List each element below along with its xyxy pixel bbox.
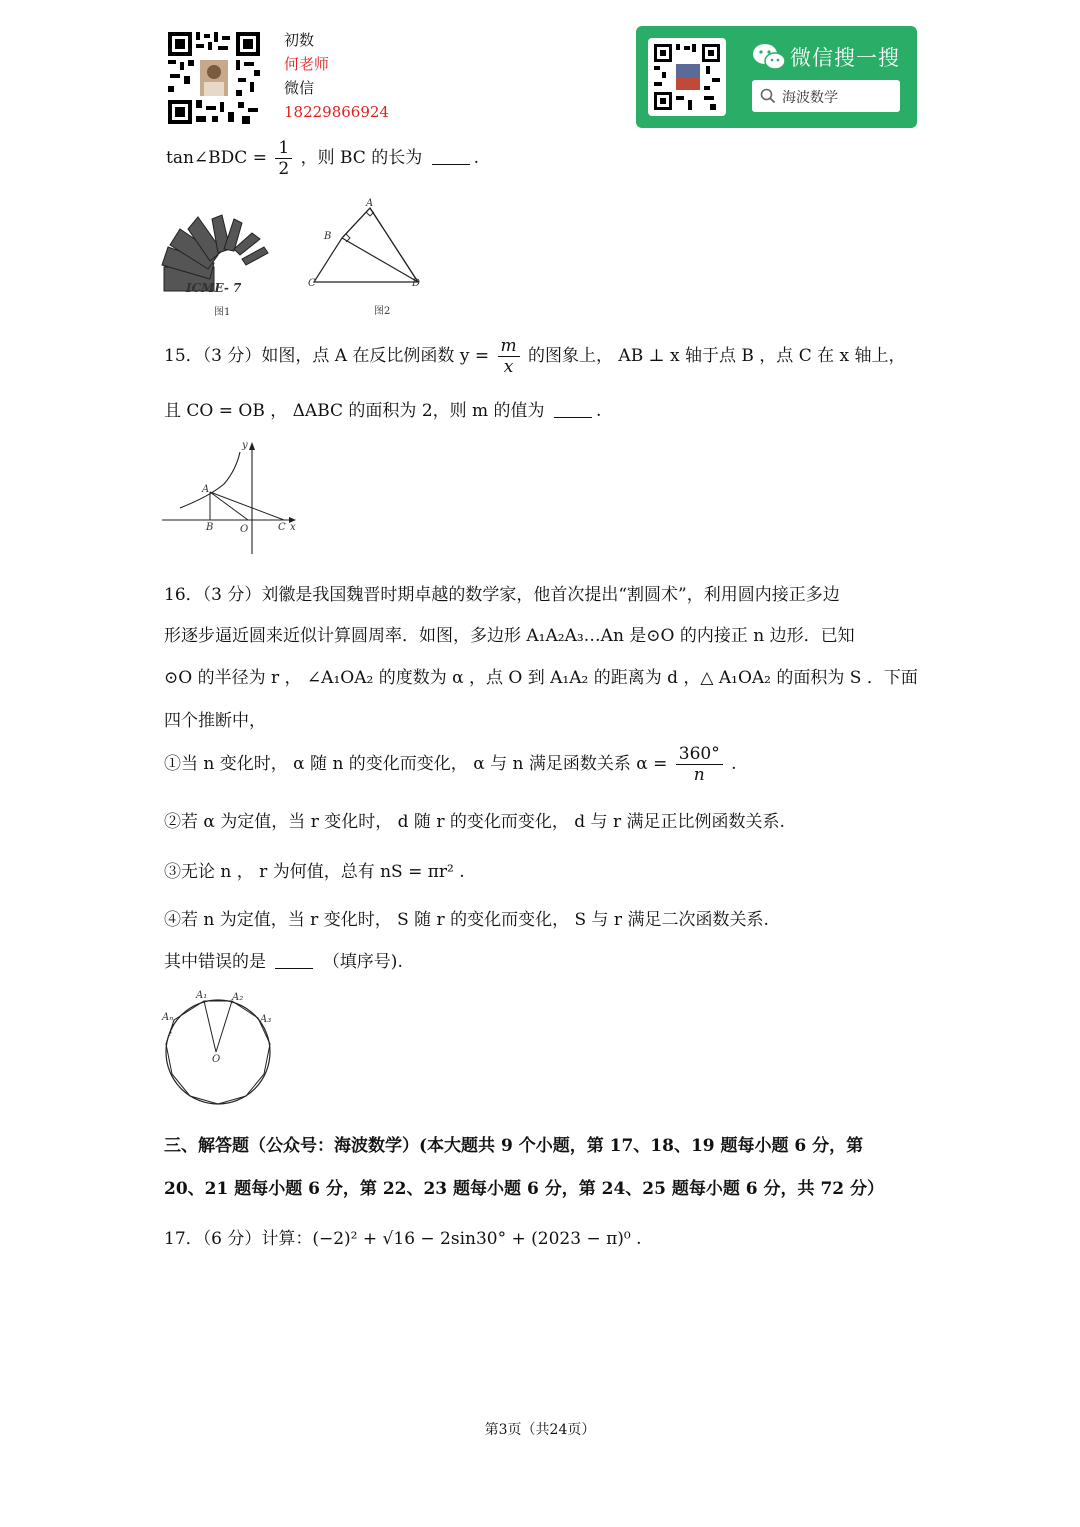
q16-ask-end: （填序号). bbox=[322, 952, 403, 972]
figure-1-label: ICME- 7 bbox=[186, 281, 242, 295]
q16-item-1-end: . bbox=[731, 754, 737, 774]
q15-label-o: O bbox=[240, 524, 249, 535]
figure-2-caption: 图2 bbox=[374, 306, 391, 317]
figure-1 bbox=[160, 205, 280, 320]
q15-line-2 bbox=[164, 396, 601, 421]
q16-item-4: ④若 n 为定值，当 r 变化时， S 随 r 的变化而变化， S 与 r 满足二次函数关系. bbox=[164, 910, 769, 930]
q16-label-a2: A₂ bbox=[232, 992, 244, 1003]
contact-qr-code bbox=[166, 30, 262, 126]
q15-label-c: C bbox=[278, 522, 286, 533]
q14-answer-blank bbox=[432, 164, 470, 165]
q15-end: . bbox=[595, 401, 602, 421]
q15-line-1 bbox=[164, 336, 906, 377]
fig2-label-a: A bbox=[366, 198, 374, 209]
q16-label-a1: A₁ bbox=[196, 990, 208, 1001]
wechat-search-banner[interactable] bbox=[636, 26, 917, 128]
q15-frac-den: x bbox=[503, 357, 514, 377]
contact-teacher: 何老师 bbox=[284, 55, 330, 73]
q16-item-1-text: ①当 n 变化时， α 随 n 的变化而变化， α 与 n 满足函数关系 α = bbox=[164, 754, 668, 774]
fig2-label-b: B bbox=[324, 231, 332, 242]
q14-frac-den: 2 bbox=[278, 159, 290, 179]
contact-info bbox=[284, 28, 389, 124]
q16-item-1 bbox=[164, 744, 737, 785]
wechat-search-box[interactable] bbox=[752, 80, 900, 112]
page-footer: 第3页（共24页） bbox=[484, 1422, 596, 1438]
fig2-label-c: C bbox=[308, 278, 316, 289]
q16-answer-blank bbox=[275, 968, 313, 969]
q16-label-o: O bbox=[212, 1054, 221, 1065]
q16-label-an: Aₙ bbox=[162, 1012, 174, 1023]
q17: 17．（6 分）计算：(−2)² + √16 − 2sin30° + (2023 − π)⁰ . bbox=[164, 1229, 642, 1249]
q14-suffix: ，则 BC 的长为 bbox=[300, 148, 423, 168]
q16-item-1-fraction bbox=[676, 744, 723, 785]
q16-figure bbox=[160, 988, 280, 1108]
fig2-label-d: D bbox=[412, 278, 421, 289]
search-icon bbox=[760, 88, 776, 108]
contact-phone: 18229866924 bbox=[284, 103, 389, 121]
q14-prefix: tan∠BDC = bbox=[166, 148, 267, 168]
q15-text-a: 15．（3 分）如图，点 A 在反比例函数 y = bbox=[164, 346, 490, 366]
wechat-logo-icon bbox=[752, 43, 786, 75]
q16-ask bbox=[164, 947, 403, 972]
q15-label-b: B bbox=[206, 522, 214, 533]
q15-text-c: 且 CO = OB ， ΔABC 的面积为 2，则 m 的值为 bbox=[164, 401, 545, 421]
q16-frac-den: n bbox=[693, 765, 705, 785]
q16-ask-text: 其中错误的是 bbox=[164, 952, 266, 972]
section-3-header-line-2: 20、21 题每小题 6 分，第 22、23 题每小题 6 分，第 24、25 题每小题 6 分，共 72 分） bbox=[164, 1179, 885, 1199]
q15-graph bbox=[162, 440, 302, 556]
q15-answer-blank bbox=[554, 417, 592, 418]
q16-line-3: ⊙O 的半径为 r ， ∠A₁OA₂ 的度数为 α ，点 O 到 A₁A₂ 的距离为 d ，△ A₁OA₂ 的面积为 S ．下面 bbox=[164, 668, 918, 688]
q16-frac-num: 360° bbox=[676, 744, 723, 765]
wechat-search-title: 微信搜一搜 bbox=[790, 46, 900, 70]
q16-item-3: ③无论 n ， r 为何值，总有 nS = πr² . bbox=[164, 862, 465, 882]
q15-label-a: A bbox=[202, 484, 210, 495]
wechat-search-query: 海波数学 bbox=[782, 90, 838, 106]
q16-label-a3: A₃ bbox=[260, 1014, 272, 1025]
q15-frac-num: m bbox=[498, 336, 520, 357]
wechat-qr-code bbox=[648, 38, 726, 116]
contact-line-3: 微信 bbox=[284, 79, 315, 97]
q16-line-1: 16．（3 分）刘徽是我国魏晋时期卓越的数学家，他首次提出“割圆术”，利用圆内接正多边 bbox=[164, 585, 840, 605]
q14-frac-num: 1 bbox=[275, 138, 292, 159]
q16-line-4: 四个推断中， bbox=[164, 711, 266, 731]
q15-fraction bbox=[498, 336, 520, 377]
q15-text-b: 的图象上， AB ⊥ x 轴于点 B ，点 C 在 x 轴上， bbox=[528, 346, 906, 366]
figure-2 bbox=[300, 198, 430, 320]
q16-item-2: ②若 α 为定值，当 r 变化时， d 随 r 的变化而变化， d 与 r 满足正比例函数关系. bbox=[164, 812, 785, 832]
contact-line-1: 初数 bbox=[284, 31, 315, 49]
section-3-header-line-1: 三、解答题（公众号：海波数学）(本大题共 9 个小题，第 17、18、19 题每小题 6 分，第 bbox=[164, 1136, 864, 1156]
q14-fraction bbox=[275, 138, 292, 179]
figure-1-caption: 图1 bbox=[214, 307, 231, 318]
q16-line-2: 形逐步逼近圆来近似计算圆周率．如图，多边形 A₁A₂A₃…An 是⊙O 的内接正 n 边形．已知 bbox=[164, 626, 855, 646]
q15-label-x: x bbox=[290, 522, 296, 533]
q14-end: . bbox=[473, 148, 480, 168]
q15-label-y: y bbox=[242, 440, 248, 451]
q14-tail bbox=[166, 138, 479, 179]
